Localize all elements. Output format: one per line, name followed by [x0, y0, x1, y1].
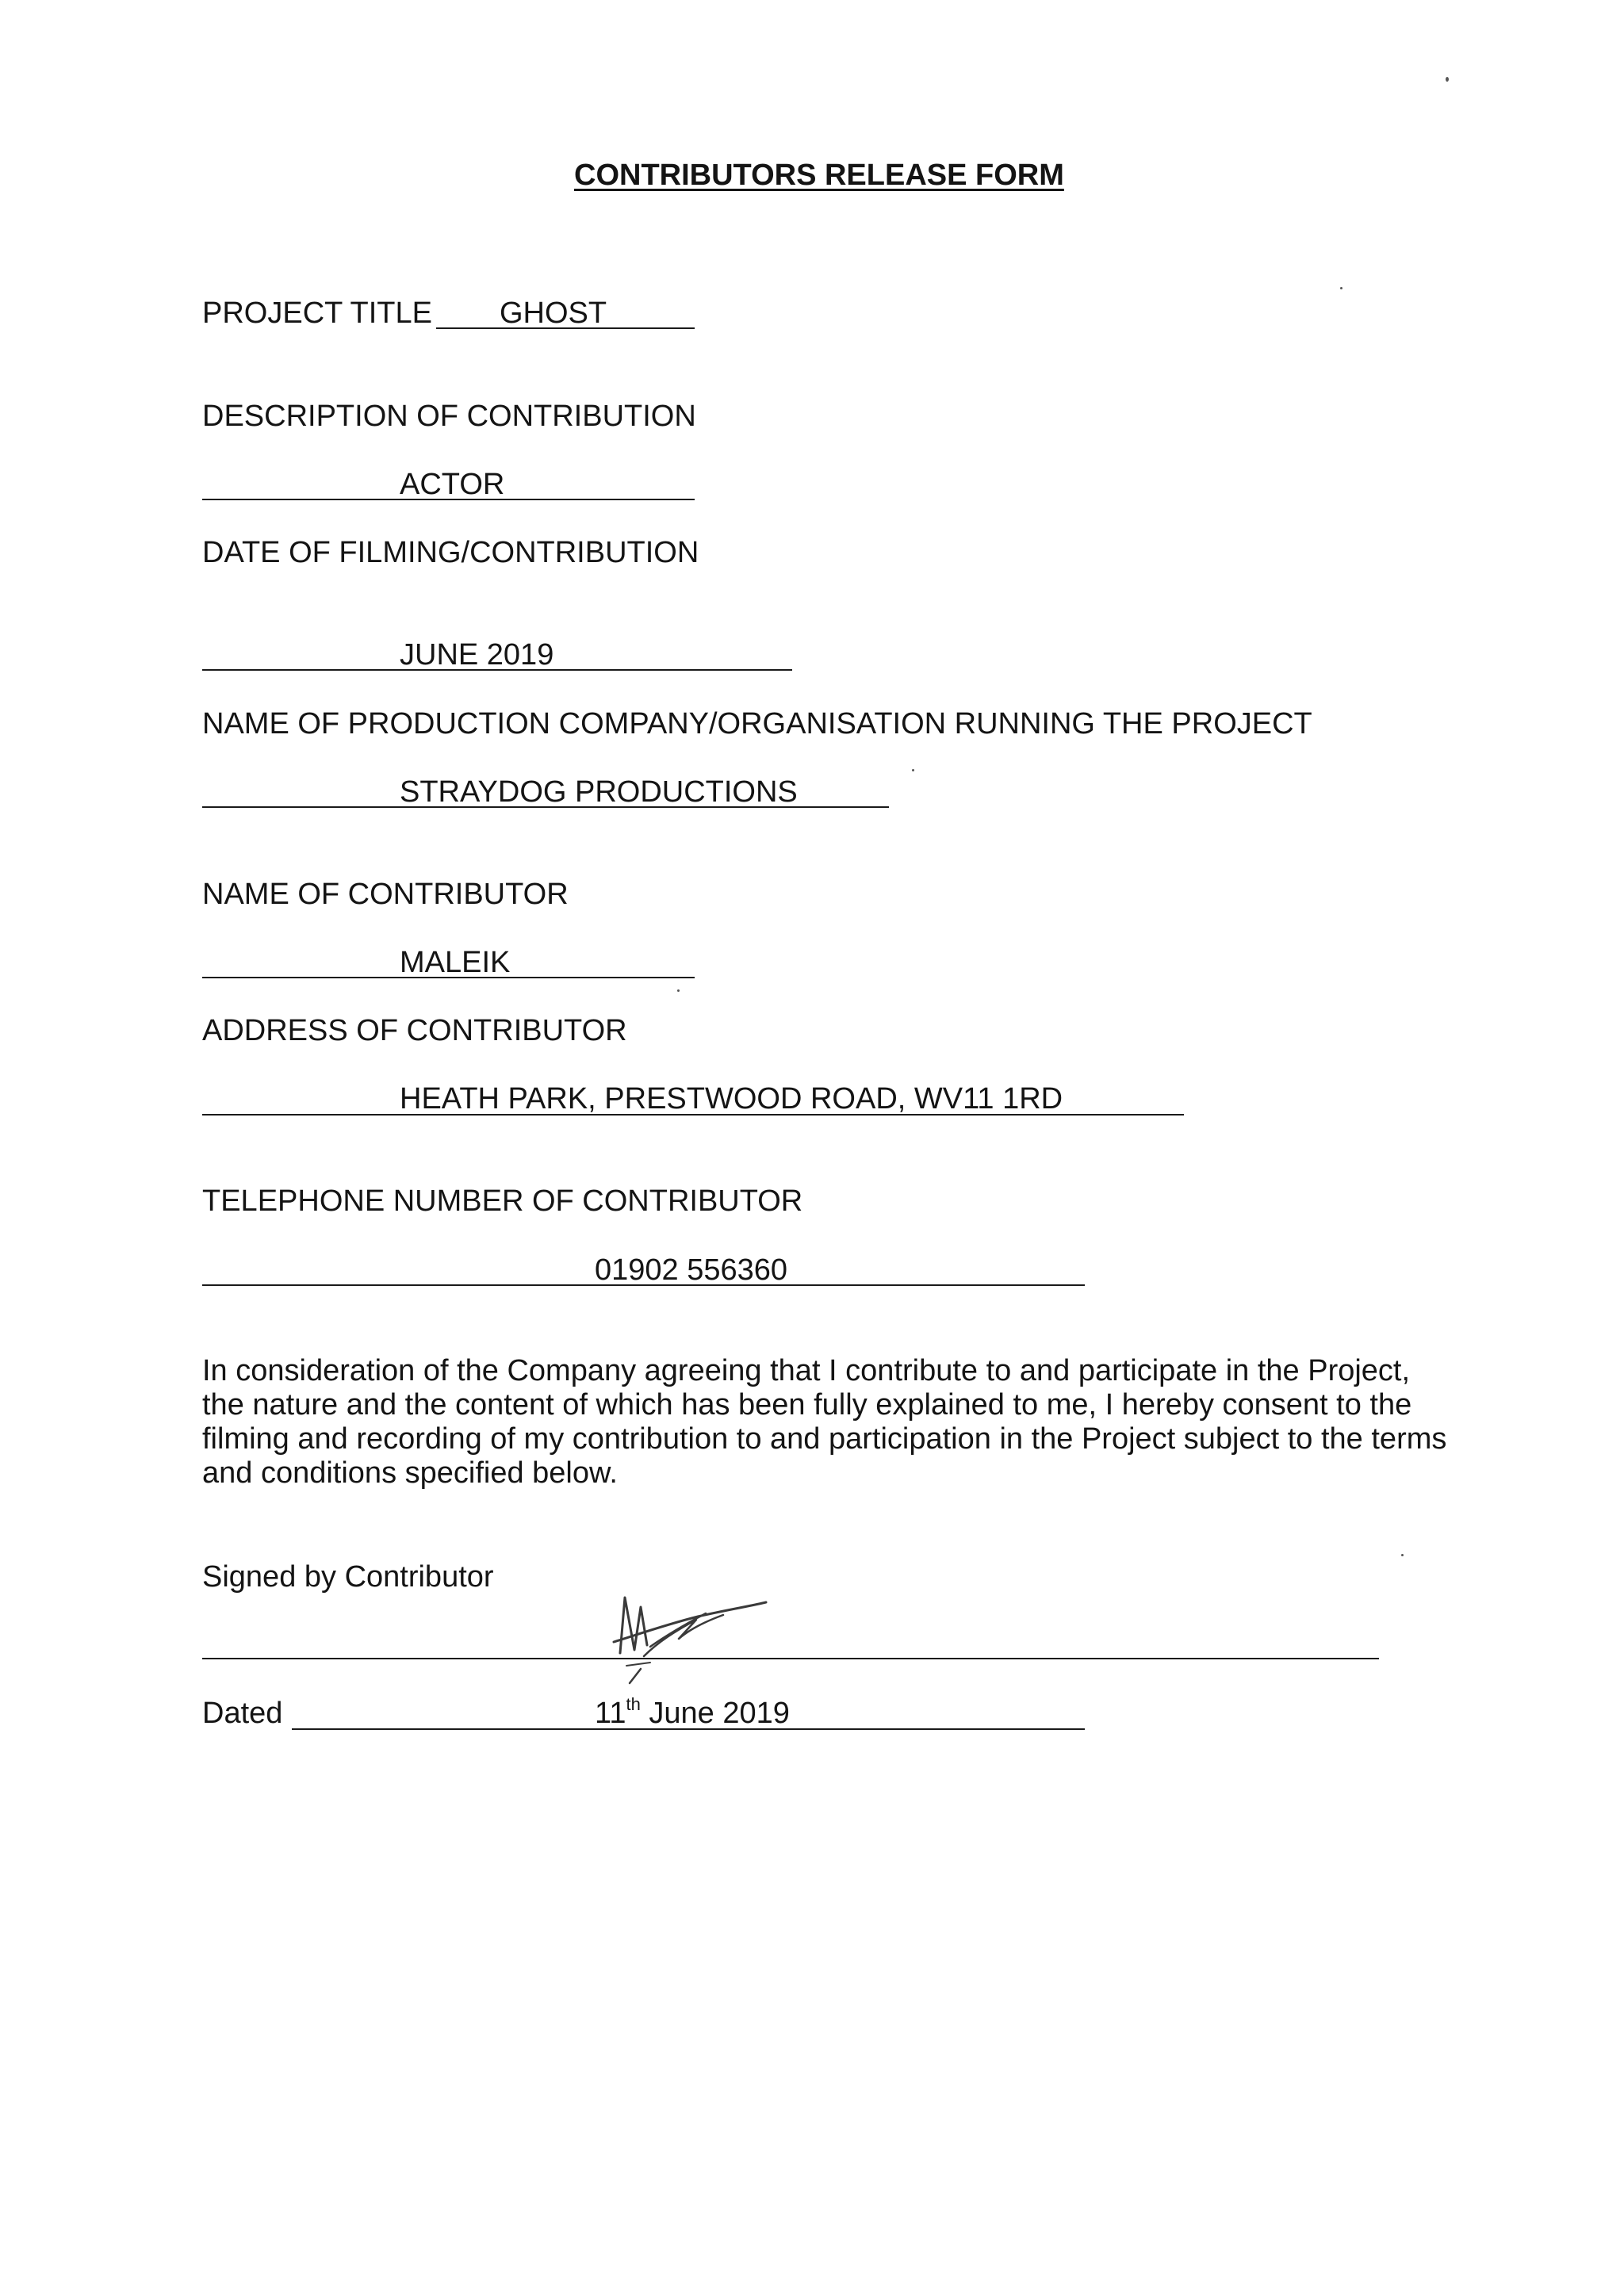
signature-line	[202, 1658, 1379, 1659]
project-title-value[interactable]: GHOST	[500, 297, 607, 330]
dated-label: Dated	[202, 1697, 283, 1730]
scan-speck	[912, 769, 914, 771]
date-filming-label: DATE OF FILMING/CONTRIBUTION	[202, 536, 699, 569]
scan-speck	[1446, 77, 1449, 82]
description-value[interactable]: ACTOR	[400, 468, 505, 501]
signature-mark	[603, 1590, 777, 1689]
contributor-name-label: NAME OF CONTRIBUTOR	[202, 878, 569, 911]
address-label: ADDRESS OF CONTRIBUTOR	[202, 1014, 627, 1047]
dated-day: 11	[595, 1697, 626, 1730]
scan-speck	[1340, 287, 1342, 289]
company-value[interactable]: STRAYDOG PRODUCTIONS	[400, 775, 798, 809]
form-title: CONTRIBUTORS RELEASE FORM	[574, 159, 1064, 192]
consent-paragraph: In consideration of the Company agreeing that I contribute to and participate in the Project, the nature and the content of which has been fully explained to me, I hereby consent to the filming and recording of my contribution to and participation in the Project subject to the terms and conditions specified below.	[202, 1354, 1447, 1490]
contributor-name-value[interactable]: MALEIK	[400, 946, 511, 979]
scan-speck	[1401, 1554, 1404, 1556]
dated-rest: June 2019	[640, 1697, 790, 1730]
scan-speck	[677, 989, 680, 992]
project-title-label: PROJECT TITLE	[202, 297, 432, 330]
signed-label: Signed by Contributor	[202, 1560, 494, 1594]
telephone-label: TELEPHONE NUMBER OF CONTRIBUTOR	[202, 1184, 803, 1218]
address-value[interactable]: HEATH PARK, PRESTWOOD ROAD, WV11 1RD	[400, 1082, 1063, 1115]
dated-value[interactable]	[595, 1695, 790, 1732]
date-filming-value[interactable]: JUNE 2019	[400, 638, 554, 672]
telephone-value[interactable]: 01902 556360	[595, 1253, 788, 1287]
company-label: NAME OF PRODUCTION COMPANY/ORGANISATION RUNNING THE PROJECT	[202, 707, 1312, 740]
description-label: DESCRIPTION OF CONTRIBUTION	[202, 400, 696, 433]
dated-suffix: th	[626, 1694, 641, 1714]
